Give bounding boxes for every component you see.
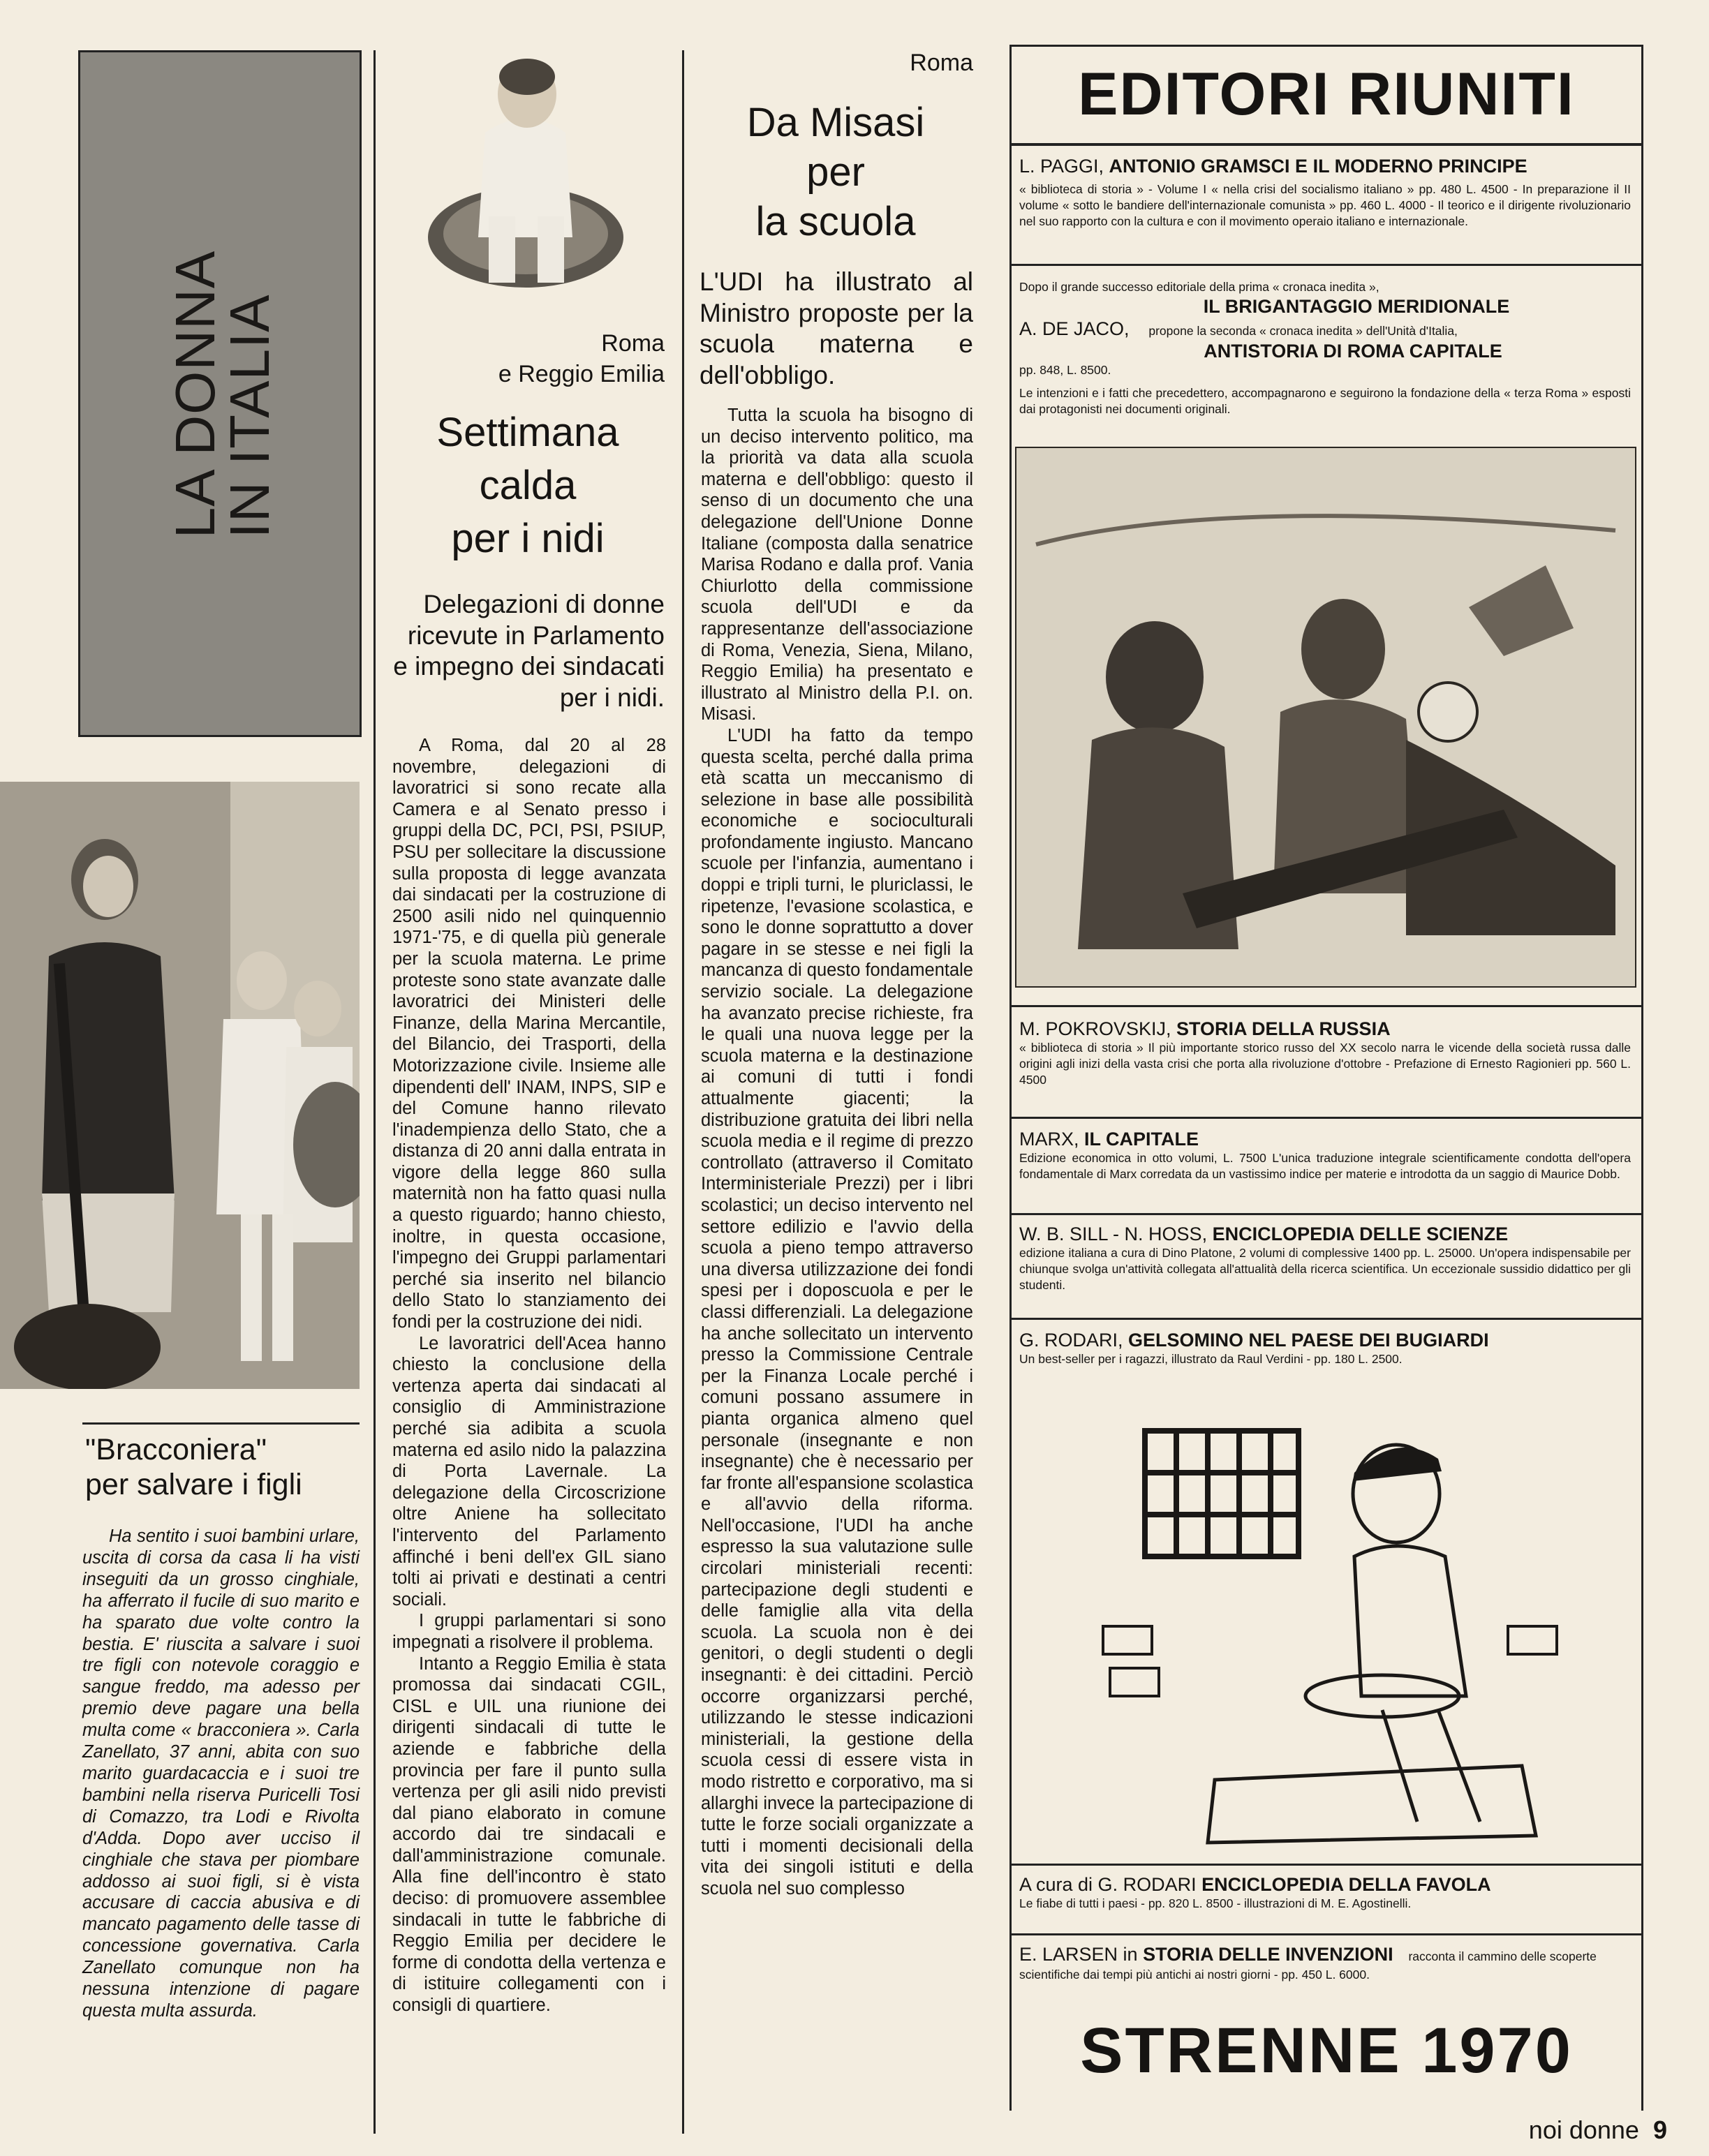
column-rule-2 (682, 50, 684, 2134)
ad-entry-invenzioni: E. LARSEN in STORIA DELLE INVENZIONI racconta il cammino delle scoperte scientifiche dai tempi più antichi ai nostri giorni - pp. 450 L. 6000. (1019, 1944, 1597, 1982)
section-label-box (78, 50, 362, 737)
column-rule-1 (373, 50, 376, 2134)
ad-rule-5 (1009, 1213, 1643, 1215)
page-folio: noi donne 9 (1528, 2116, 1667, 2144)
article3-deck: L'UDI ha illustrato al Ministro proposte per la scuola materna e dell'obbligo. (700, 267, 973, 389)
ad-entry-favola: A cura di G. RODARI ENCICLOPEDIA DELLA FAVOLA Le fiabe di tutti i paesi - pp. 820 L. 8500 - illustrazioni di M. E. Agostinelli. (1019, 1874, 1491, 1910)
ad-top-rule (1009, 45, 1643, 47)
caricature-engraving (1015, 447, 1636, 988)
article3-dateline: Roma (910, 50, 973, 76)
hunter-woman-photo (0, 782, 360, 1389)
sidebar-body: Ha sentito i suoi bambini urlare, uscita di corsa da casa li ha visti inseguiti da un grosso cinghiale, ha afferrato il fucile di suo marito e ha sparato due volte contro la bestia. E' riuscita a salvare i suoi tre figli con notevole coraggio e sangue freddo, ma adesso per premio deve pagare una bella multa come « bracconiera ». Carla Zanellato, 37 anni, abita con suo marito guardacaccia e i suoi tre bambini nella riserva Puricelli Tosi di Comazzo, tra Lodi e Rivolta d'Adda. Dopo aver ucciso il cinghiale che stava per piombare addosso ai suoi figli, si è vista accusare di caccia abusiva e di mancato pagamento delle tasse di concessione governativa. Carla Zanellato comunque non ha nessuna intenzione di pagare questa multa assurda. (82, 1526, 360, 2021)
ad-rule-3 (1009, 1005, 1643, 1007)
ad-entry-brigantaggio: Dopo il grande successo editoriale della prima « cronaca inedita », IL BRIGANTAGGIO MERIDIONALE A. DE JACO, propone la seconda « cronaca inedita » dell'Unità d'Italia, ANTISTORIA DI ROMA CAPITALE pp. 848, L. 8500. Le intenzioni e i fatti che precedettero, accompagnarono e seguirono la fondazione della « terza Roma » esposti dai protagonisti nei documenti originali. (1019, 280, 1631, 416)
ad-rule-6 (1009, 1318, 1643, 1320)
ad-rule-4 (1009, 1117, 1643, 1119)
sidebar-title: "Bracconiera" per salvare i figli (85, 1433, 302, 1501)
article2-headline: Settimana calda per i nidi (436, 410, 619, 561)
hunter-woman-illustration (0, 782, 360, 1389)
caricature-illustration (1015, 447, 1636, 988)
ad-entry-enciclopedia-scienze: W. B. SILL - N. HOSS, ENCICLOPEDIA DELLE SCIENZE edizione italiana a cura di Dino Platone, 2 volumi di complessive 1400 pp. L. 25000. Un'opera indispensabile per chiunque svolga un'attività collegata all'attualità della ricerca scientifica. Un eccezionale sussidio didattico per gli studenti. (1019, 1224, 1631, 1292)
ad-entry-gramsci: L. PAGGI, ANTONIO GRAMSCI E IL MODERNO PRINCIPE « biblioteca di storia » - Volume I « nella crisi del socialismo italiano » pp. 480 L. 4500 - In preparazione il II volume « sotto le bandiere dell'internazionale comunista » pp. 460 L. 4000 - Il teorico e il dirigente rivoluzionario nel suo rapporto con la cultura e con il movimento operaio italiano e internazionale. (1019, 156, 1631, 228)
ad-rule-2 (1009, 264, 1643, 266)
cartoon-prisoner (1089, 1417, 1578, 1850)
ad-publisher: EDITORI RIUNITI (1078, 61, 1575, 128)
ad-rule-8 (1009, 1933, 1643, 1935)
cartoon-illustration (1089, 1417, 1578, 1850)
ad-footer-strenne: STRENNE 1970 (1080, 2015, 1573, 2086)
article2-deck: Delegazioni di donne ricevute in Parlamento e impegno dei sindacati per i nidi. (393, 590, 665, 712)
baby-photo (422, 28, 628, 293)
ad-entry-gelsomino: G. RODARI, GELSOMINO NEL PAESE DEI BUGIARDI Un best-seller per i ragazzi, illustrato da Raul Verdini - pp. 180 L. 2500. (1019, 1330, 1489, 1366)
ad-entry-capitale: MARX, IL CAPITALE Edizione economica in otto volumi, L. 7500 L'unica traduzione integrale scientificamente condotta dell'opera fondamentale di Marx corredata da un vastissimo indice per materie e introdotta da un saggio di Maurice Dobb. (1019, 1129, 1631, 1181)
article2-body: A Roma, dal 20 al 28 novembre, delegazioni di lavoratrici si sono recate alla Camera e al Senato presso i gruppi della DC, PCI, PSI, PSIUP, PSU per sollecitare la discussione sulla proposta di legge avanzata dai sindacati per la costruzione di 2500 asili nido nel quinquennio 1971-'75, e di quella più generale per la scuola materna. Le prime proteste sono state avanzate dalle lavoratrici dei Ministeri delle Finanze, della Marina Mercantile, del Bilancio, dei Trasporti, della Motorizzazione civile. Insieme alle dipendenti dell' INAM, INPS, SIP e del Comune hanno rilevato l'inadempienza dello Stato, che a distanza di 20 anni dalla entrata in vigore della legge 860 sulla maternità non ha fatto quasi nulla a questo riguardo; hanno chiesto, inoltre, in questa occasione, l'impegno dei Gruppi parlamentari perché sia inserito nel bilancio dello Stato lo stanziamento dei fondi per la costruzione dei nidi. Le lavoratrici dell'Acea hanno chiesto la conclusione della vertenza aperta dai sindacati al consiglio di Amministrazione perché sia adibita a scuola materna ed asilo nido la palazzina di Porta Lavernale. La delegazione della Circoscrizione oltre Aniene ha sollecitato l'intervento del Parlamento affinché i beni dell'ex GIL siano tolti ai privati e destinati a centri sociali. I gruppi parlamentari si sono impegnati a risolvere il problema. Intanto a Reggio Emilia è stata promossa dai sindacati CGIL, CISL e UIL una riunione dei dirigenti sindacali di tutte le aziende e fabbriche della provincia per fare il punto sulla vertenza per gli asili nido previsti dal piano elaborato in comune accordo dai tre sindacali e dall'amministrazione comunale. Alla fine dell'incontro è stato deciso: di promuovere assemblee sindacali in tutte le fabbriche di Reggio Emilia per decidere le forme di condotta della vertenza e di istituire collegamenti con i consigli di quartiere. (392, 736, 666, 2016)
ad-rule-1 (1009, 143, 1643, 146)
article2-dateline: Roma e Reggio Emilia (498, 330, 665, 387)
ad-rule-7 (1009, 1864, 1643, 1866)
sidebar-top-rule (82, 1422, 360, 1425)
article3-body: Tutta la scuola ha bisogno di un deciso intervento politico, ma la priorità va data alla scuola materna e dell'obbligo: questo il senso di un documento che una delegazione dell'Unione Donne Italiane (composta dalla senatrice Marisa Rodano e dalla prof. Vania Chiurlotto della commissione scuola dell'UDI e da rappresentanze dell'associazione di Roma, Venezia, Siena, Milano, Reggio Emilia) ha presentato e illustrato al Ministro della P.I. on. Misasi. L'UDI ha fatto da tempo questa scelta, perché dalla prima età scatta un meccanismo di selezione in base alle possibilità economiche e socioculturali profondamente ingiusto. Mancano scuole per l'infanzia, aumentano i doppi e tripli turni, le pluriclassi, le ripetenze, l'evasione scolastica, e sono le donne soprattutto a dover pagare in se stesse e nei figli la mancanza di questo fondamentale servizio sociale. La delegazione ha avanzato precise richieste, fra le quali una nuova legge per la scuola materna e la destinazione ai comuni di tutti i fondi attualmente giacenti; la distribuzione gratuita dei libri nella scuola media e il regime di prezzo controllato (attraverso il Comitato Interministeriale Prezzi) per i libri scolastici; un deciso intervento nel settore edilizio e l'avvio della scuola a pieno tempo attraverso una diversa utilizzazione dei fondi spesi per i doposcuola e per le classi differenziali. La delegazione ha anche sollecitato un intervento presso la Commissione Centrale per la Finanza Locale perché i comuni possano assumere in pianta organica almeno quel personale (insegnante e non insegnante) che è necessario per far fronte all'espansione scolastica e all'avvio della riforma. Nell'occasione, l'UDI ha anche espresso la sua valutazione sulle circolari ministeriali recenti: partecipazione degli studenti e delle famiglie alla vita della scuola. La scuola non è dei genitori, o degli studenti o degli insegnanti: è dei cittadini. Perciò occorre organizzarsi perché, utilizzando le stesse indicazioni ministeriali, la gestione della scuola cessi di essere vista in modo ristretto e corporativo, ma si allarghi invece la partecipazione di tutte le forze sociali organizzate a tutti i momenti decisionali della vita dei singoli istituti e della scuola nel suo complesso (701, 406, 973, 1898)
article3-headline: Da Misasi per la scuola (746, 100, 925, 244)
section-label: LA DONNA IN ITALIA (164, 250, 281, 539)
ad-entry-pokrovskij: M. POKROVSKIJ, STORIA DELLA RUSSIA « biblioteca di storia » Il più importante storico russo del XX secolo narra le vicende della società russa dalle origini agli inizi della vasta crisi che porta alla rivoluzione d'ottobre - Prefazione di Ernesto Ragionieri pp. 560 L. 4500 (1019, 1018, 1631, 1087)
baby-illustration (422, 28, 628, 293)
